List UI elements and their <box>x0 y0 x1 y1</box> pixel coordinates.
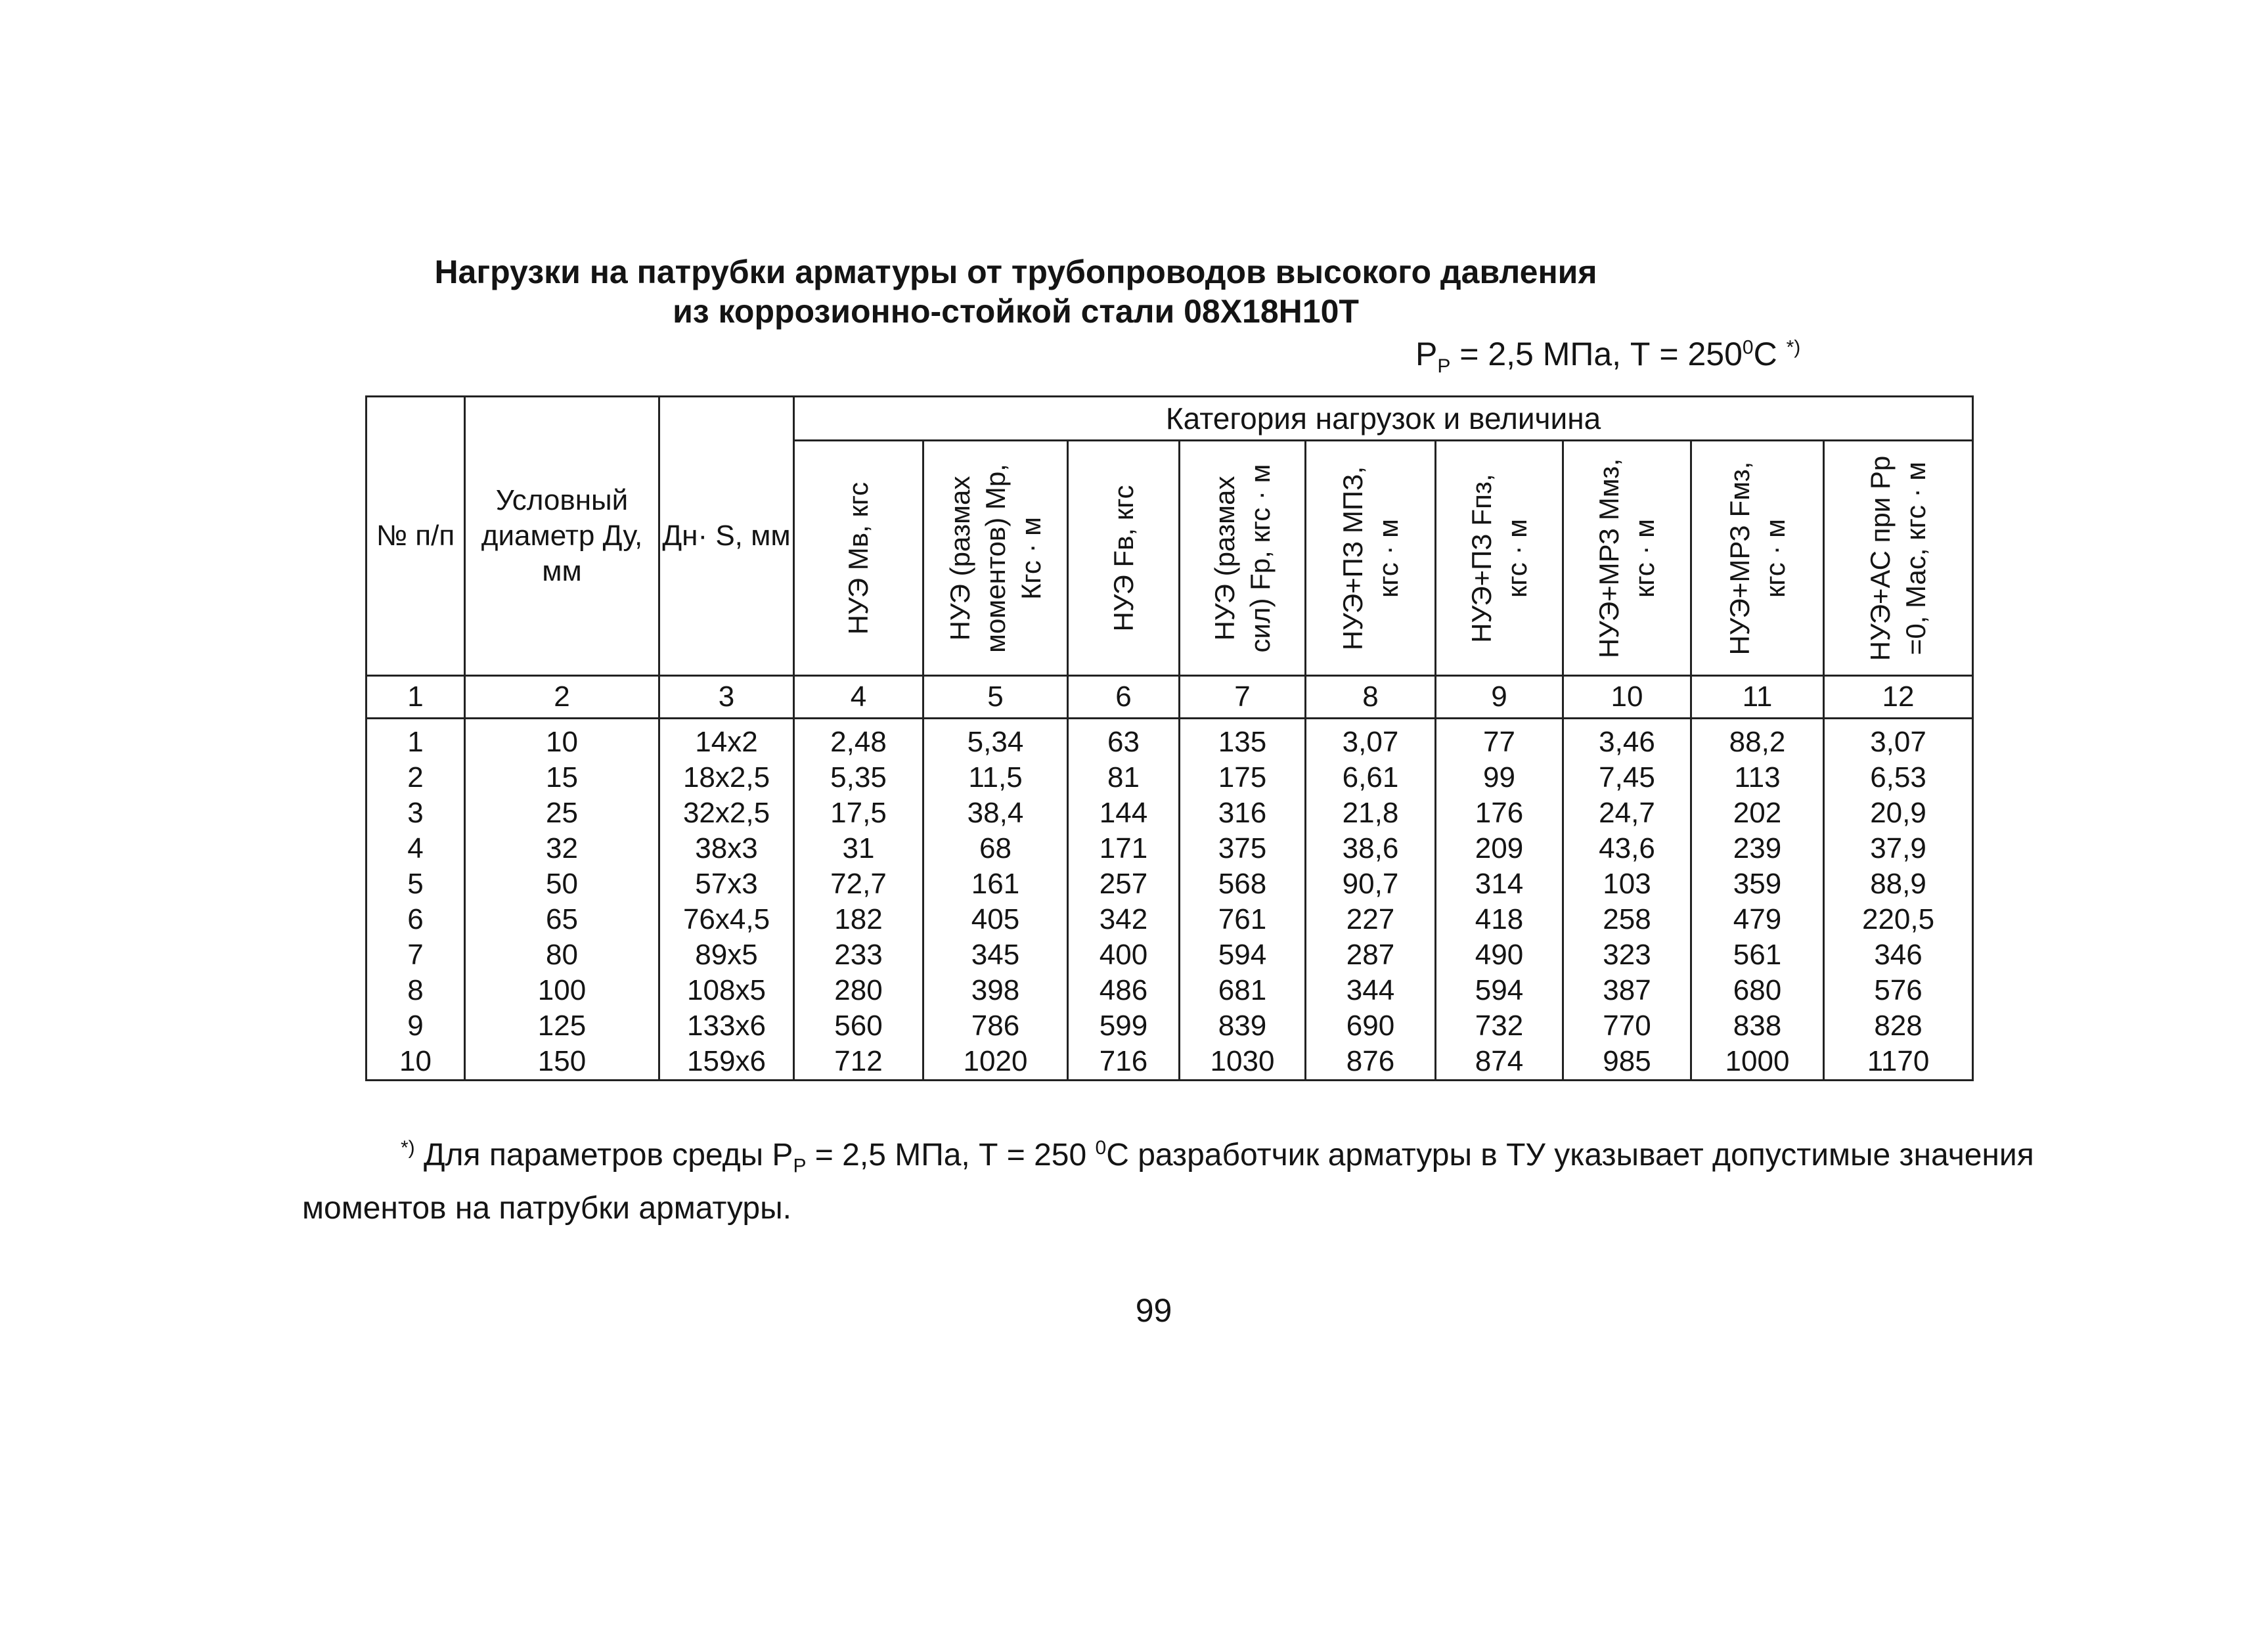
table-cell: 594 <box>1436 973 1563 1008</box>
table-cell: 17,5 <box>794 795 923 831</box>
table-cell: 287 <box>1306 937 1436 973</box>
table-cell: 239 <box>1691 831 1824 866</box>
table-cell: 716 <box>1068 1044 1180 1081</box>
table-cell: 20,9 <box>1824 795 1973 831</box>
header-load-category: Категория нагрузок и величина <box>794 397 1973 441</box>
table-cell: 2 <box>367 760 465 795</box>
table-cell: 135 <box>1180 719 1306 761</box>
table-cell: 150 <box>465 1044 659 1081</box>
column-number: 12 <box>1824 676 1973 719</box>
header-outer-diameter-thickness: Дн· S, мм <box>659 397 794 676</box>
footnote-mark: *) <box>401 1137 415 1159</box>
table-row <box>367 902 1973 937</box>
table-cell: 1020 <box>923 1044 1068 1081</box>
table-cell: 568 <box>1180 866 1306 902</box>
table-cell: 599 <box>1068 1008 1180 1044</box>
table-cell: 2,48 <box>794 719 923 761</box>
document-title-line-2: из коррозионно-стойкой стали 08Х18Н10Т <box>673 293 1359 330</box>
header-col-9 <box>1436 441 1563 676</box>
table-cell: 344 <box>1306 973 1436 1008</box>
table-cell: 81 <box>1068 760 1180 795</box>
column-number: 4 <box>794 676 923 719</box>
table-cell: 37,9 <box>1824 831 1973 866</box>
table-cell: 68 <box>923 831 1068 866</box>
table-cell: 681 <box>1180 973 1306 1008</box>
table-cell: 175 <box>1180 760 1306 795</box>
header-col-7 <box>1180 441 1306 676</box>
table-cell: 89x5 <box>659 937 794 973</box>
header-col-11 <box>1691 441 1824 676</box>
header-col-12-text: НУЭ+АС при Рр =0, Мас, кгс · м <box>1865 455 1932 661</box>
table-cell: 32x2,5 <box>659 795 794 831</box>
table-cell: 182 <box>794 902 923 937</box>
table-cell: 80 <box>465 937 659 973</box>
table-cell: 108x5 <box>659 973 794 1008</box>
table-cell: 5,35 <box>794 760 923 795</box>
table-cell: 405 <box>923 902 1068 937</box>
table-cell: 680 <box>1691 973 1824 1008</box>
table-cell: 3,46 <box>1563 719 1691 761</box>
table-body <box>367 719 1973 1081</box>
column-number: 10 <box>1563 676 1691 719</box>
header-nominal-diameter: Условный диаметр Ду, мм <box>465 397 659 676</box>
table-cell: 25 <box>465 795 659 831</box>
table-cell: 63 <box>1068 719 1180 761</box>
table-cell: 490 <box>1436 937 1563 973</box>
table-cell: 786 <box>923 1008 1068 1044</box>
table-cell: 400 <box>1068 937 1180 973</box>
table-cell: 838 <box>1691 1008 1824 1044</box>
pressure-symbol: P <box>1415 336 1438 372</box>
table-cell: 479 <box>1691 902 1824 937</box>
column-number: 8 <box>1306 676 1436 719</box>
table-cell: 57x3 <box>659 866 794 902</box>
column-number: 1 <box>367 676 465 719</box>
table-cell: 1 <box>367 719 465 761</box>
table-cell: 90,7 <box>1306 866 1436 902</box>
table-cell: 346 <box>1824 937 1973 973</box>
footnote-mark: *) <box>1786 336 1801 359</box>
table-cell: 4 <box>367 831 465 866</box>
column-number: 7 <box>1180 676 1306 719</box>
table-cell: 1170 <box>1824 1044 1973 1081</box>
header-col-10 <box>1563 441 1691 676</box>
table-cell: 202 <box>1691 795 1824 831</box>
table-cell: 828 <box>1824 1008 1973 1044</box>
header-col-5-text: НУЭ (размах моментов) Мр, Кгс · м <box>944 463 1046 653</box>
header-col-10-text: НУЭ+МРЗ Ммз, кгс · м <box>1593 458 1660 658</box>
table-cell: 258 <box>1563 902 1691 937</box>
table-cell: 100 <box>465 973 659 1008</box>
table-row <box>367 719 1973 761</box>
table-cell: 32 <box>465 831 659 866</box>
table-cell: 732 <box>1436 1008 1563 1044</box>
table-cell: 161 <box>923 866 1068 902</box>
table-cell: 323 <box>1563 937 1691 973</box>
header-col-7-text: НУЭ (размах сил) Fр, кгс · м <box>1209 464 1276 652</box>
table-cell: 314 <box>1436 866 1563 902</box>
table-cell: 770 <box>1563 1008 1691 1044</box>
table-row <box>367 1044 1973 1081</box>
header-col-5 <box>923 441 1068 676</box>
table-cell: 31 <box>794 831 923 866</box>
table-cell: 7 <box>367 937 465 973</box>
table-cell: 761 <box>1180 902 1306 937</box>
header-col-6 <box>1068 441 1180 676</box>
table-cell: 24,7 <box>1563 795 1691 831</box>
table-cell: 8 <box>367 973 465 1008</box>
table-cell: 257 <box>1068 866 1180 902</box>
table-row <box>367 795 1973 831</box>
table-cell: 18x2,5 <box>659 760 794 795</box>
table-cell: 6,61 <box>1306 760 1436 795</box>
table-cell: 50 <box>465 866 659 902</box>
table-cell: 712 <box>794 1044 923 1081</box>
header-col-8 <box>1306 441 1436 676</box>
table-cell: 99 <box>1436 760 1563 795</box>
table-row <box>367 1008 1973 1044</box>
table-cell: 3,07 <box>1306 719 1436 761</box>
table-cell: 561 <box>1691 937 1824 973</box>
table-cell: 486 <box>1068 973 1180 1008</box>
parameters-values: = 2,5 МПа, Т = 250 <box>1450 336 1743 372</box>
table-cell: 418 <box>1436 902 1563 937</box>
table-row <box>367 760 1973 795</box>
footnote <box>302 1127 2049 1230</box>
table-cell: 144 <box>1068 795 1180 831</box>
table-cell: 5 <box>367 866 465 902</box>
table-cell: 11,5 <box>923 760 1068 795</box>
design-parameters <box>1415 335 1800 378</box>
table-cell: 176 <box>1436 795 1563 831</box>
column-number: 9 <box>1436 676 1563 719</box>
table-cell: 233 <box>794 937 923 973</box>
table-cell: 387 <box>1563 973 1691 1008</box>
table-cell: 88,2 <box>1691 719 1824 761</box>
header-col-12 <box>1824 441 1973 676</box>
table-cell: 220,5 <box>1824 902 1973 937</box>
column-number: 11 <box>1691 676 1824 719</box>
column-number: 3 <box>659 676 794 719</box>
footnote-degree: 0 <box>1095 1137 1107 1159</box>
table-row <box>367 973 1973 1008</box>
table-cell: 113 <box>1691 760 1824 795</box>
table-cell: 345 <box>923 937 1068 973</box>
table-cell: 876 <box>1306 1044 1436 1081</box>
table-cell: 14x2 <box>659 719 794 761</box>
footnote-subscript: Р <box>793 1155 807 1177</box>
table-cell: 21,8 <box>1306 795 1436 831</box>
table-cell: 38,4 <box>923 795 1068 831</box>
table-cell: 985 <box>1563 1044 1691 1081</box>
table-cell: 209 <box>1436 831 1563 866</box>
table-cell: 839 <box>1180 1008 1306 1044</box>
table-cell: 38,6 <box>1306 831 1436 866</box>
table-cell: 43,6 <box>1563 831 1691 866</box>
table-cell: 65 <box>465 902 659 937</box>
table-cell: 398 <box>923 973 1068 1008</box>
table-cell: 15 <box>465 760 659 795</box>
table-cell: 3 <box>367 795 465 831</box>
table-row <box>367 831 1973 866</box>
table-cell: 10 <box>465 719 659 761</box>
table-cell: 6 <box>367 902 465 937</box>
degree-sign: 0 <box>1742 336 1754 359</box>
table-row <box>367 866 1973 902</box>
table-cell: 5,34 <box>923 719 1068 761</box>
header-col-4-text: НУЭ Мв, кгс <box>843 481 874 635</box>
footnote-text-b: = 2,5 МПа, Т = 250 <box>806 1138 1096 1173</box>
header-col-9-text: НУЭ+ПЗ Fпз, кгс · м <box>1465 473 1532 643</box>
table-cell: 76x4,5 <box>659 902 794 937</box>
header-col-4 <box>794 441 923 676</box>
table-cell: 133x6 <box>659 1008 794 1044</box>
header-col-6-text: НУЭ Fв, кгс <box>1107 484 1139 632</box>
loads-table <box>365 395 1974 1081</box>
table-cell: 3,07 <box>1824 719 1973 761</box>
table-cell: 874 <box>1436 1044 1563 1081</box>
table-cell: 9 <box>367 1008 465 1044</box>
table-cell: 159x6 <box>659 1044 794 1081</box>
table-cell: 88,9 <box>1824 866 1973 902</box>
table-cell: 1000 <box>1691 1044 1824 1081</box>
table-cell: 227 <box>1306 902 1436 937</box>
table-cell: 103 <box>1563 866 1691 902</box>
table-cell: 560 <box>794 1008 923 1044</box>
table-cell: 375 <box>1180 831 1306 866</box>
table-cell: 690 <box>1306 1008 1436 1044</box>
table-cell: 1030 <box>1180 1044 1306 1081</box>
page-number: 99 <box>1135 1292 1172 1329</box>
table-row <box>367 937 1973 973</box>
table-cell: 7,45 <box>1563 760 1691 795</box>
column-number-row <box>367 676 1973 719</box>
table-cell: 10 <box>367 1044 465 1081</box>
table-cell: 125 <box>465 1008 659 1044</box>
table-cell: 72,7 <box>794 866 923 902</box>
table-cell: 77 <box>1436 719 1563 761</box>
footnote-text-c: С разработчик арматуры в ТУ указывает допустимые значения моментов на патрубки арматуры. <box>302 1138 2034 1226</box>
column-number: 5 <box>923 676 1068 719</box>
table-cell: 316 <box>1180 795 1306 831</box>
header-col-11-text: НУЭ+МРЗ Fмз, кгс · м <box>1723 461 1790 655</box>
document-title-line-1: Нагрузки на патрубки арматуры от трубопроводов высокого давления <box>434 254 1597 290</box>
header-col-8-text: НУЭ+ПЗ МПЗ, кгс · м <box>1337 466 1404 650</box>
table-cell: 576 <box>1824 973 1973 1008</box>
column-number: 2 <box>465 676 659 719</box>
table-cell: 594 <box>1180 937 1306 973</box>
table-cell: 171 <box>1068 831 1180 866</box>
table-cell: 280 <box>794 973 923 1008</box>
footnote-text-a: Для параметров среды Р <box>414 1138 793 1173</box>
pressure-subscript: P <box>1437 355 1451 377</box>
table-cell: 342 <box>1068 902 1180 937</box>
table-cell: 38x3 <box>659 831 794 866</box>
table-cell: 359 <box>1691 866 1824 902</box>
header-row-number: № п/п <box>367 397 465 676</box>
table-cell: 6,53 <box>1824 760 1973 795</box>
temperature-unit: С <box>1753 336 1787 372</box>
column-number: 6 <box>1068 676 1180 719</box>
